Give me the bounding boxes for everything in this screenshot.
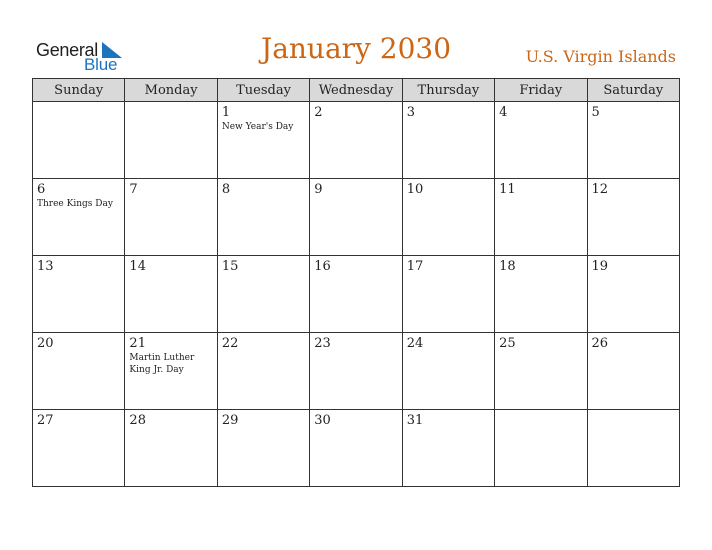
day-number: 10: [406, 182, 424, 197]
day-cell: [495, 410, 587, 487]
day-number: 6: [37, 182, 46, 197]
day-cell: [402, 102, 494, 179]
day-cell-content: [125, 102, 216, 105]
logo-general-text: General: [36, 40, 98, 60]
day-cell: [310, 256, 402, 333]
day-number: 15: [221, 259, 239, 274]
day-cell-content: [403, 410, 494, 428]
day-cell: [402, 256, 494, 333]
day-number: 13: [37, 259, 54, 274]
day-number: 1: [221, 105, 231, 120]
day-cell-content: [403, 179, 494, 197]
day-cell: [587, 102, 679, 179]
day-number: 4: [499, 105, 508, 120]
weekday-header: Wednesday: [310, 79, 402, 102]
week-row: [33, 256, 680, 333]
day-cell-content: [588, 256, 679, 274]
day-cell: [125, 256, 217, 333]
day-cell-content: [125, 256, 216, 274]
day-cell: [587, 179, 679, 256]
region-label: U.S. Virgin Islands: [525, 47, 676, 66]
day-cell-content: [125, 410, 216, 428]
day-cell: [217, 256, 309, 333]
day-cell: [310, 333, 402, 410]
holiday-label: New Year's Day: [221, 122, 294, 132]
day-cell-content: [588, 179, 679, 197]
day-cell: [125, 333, 217, 410]
day-cell-content: [125, 179, 216, 197]
week-row: [33, 410, 680, 487]
day-cell-content: [33, 179, 124, 210]
day-cell-content: [495, 256, 586, 274]
day-cell-content: [33, 256, 124, 274]
day-number: 21: [129, 336, 146, 351]
day-cell: [33, 179, 125, 256]
day-cell-content: [495, 179, 586, 197]
day-number: 5: [591, 105, 600, 120]
day-number: 28: [129, 413, 146, 428]
day-number: 19: [591, 259, 609, 274]
day-cell: [125, 179, 217, 256]
day-cell: [33, 102, 125, 179]
weekday-header: Thursday: [402, 79, 494, 102]
day-cell: [402, 179, 494, 256]
day-cell-content: [218, 333, 309, 351]
day-cell-content: [495, 410, 586, 413]
day-cell-content: [33, 102, 124, 105]
holiday-label: Three Kings Day: [37, 199, 113, 209]
day-number: 20: [37, 336, 54, 351]
day-cell: [495, 333, 587, 410]
logo-blue-text: Blue: [84, 55, 118, 74]
day-number: 29: [221, 413, 239, 428]
calendar-body: [33, 102, 680, 487]
day-number: 2: [314, 105, 323, 120]
day-cell-content: [310, 102, 401, 120]
day-cell: [495, 102, 587, 179]
day-cell-content: [310, 410, 401, 428]
day-cell: [125, 102, 217, 179]
day-cell: [587, 410, 679, 487]
day-number: 12: [591, 182, 609, 197]
day-number: 23: [314, 336, 331, 351]
day-cell-content: [125, 333, 216, 376]
day-cell: [217, 102, 309, 179]
day-cell-content: [218, 410, 309, 428]
day-cell: [125, 410, 217, 487]
day-cell: [310, 179, 402, 256]
day-cell: [587, 333, 679, 410]
day-number: 26: [591, 336, 609, 351]
day-cell: [33, 410, 125, 487]
day-number: 17: [406, 259, 424, 274]
weekday-header: Friday: [495, 79, 587, 102]
day-cell-content: [310, 256, 401, 274]
week-row: [33, 179, 680, 256]
day-number: 31: [406, 413, 424, 428]
day-number: 18: [499, 259, 516, 274]
day-number: 7: [129, 182, 138, 197]
day-cell: [587, 256, 679, 333]
day-number: 9: [314, 182, 323, 197]
day-cell-content: [588, 102, 679, 120]
day-cell-content: [403, 256, 494, 274]
day-cell: [310, 102, 402, 179]
day-cell-content: [33, 410, 124, 428]
day-number: 27: [37, 413, 54, 428]
day-cell-content: [218, 102, 309, 133]
day-cell: [217, 179, 309, 256]
page-title: January 2030: [260, 32, 452, 65]
weekday-header: Tuesday: [217, 79, 309, 102]
day-number: 11: [499, 182, 516, 197]
day-cell-content: [310, 179, 401, 197]
day-cell-content: [33, 333, 124, 351]
day-cell-content: [218, 179, 309, 197]
day-cell-content: [588, 410, 679, 413]
day-cell: [402, 333, 494, 410]
day-cell: [402, 410, 494, 487]
day-cell: [310, 410, 402, 487]
week-row: [33, 333, 680, 410]
weekday-header-row: [33, 79, 680, 102]
day-cell-content: [310, 333, 401, 351]
day-cell: [495, 256, 587, 333]
day-number: 25: [499, 336, 516, 351]
day-number: 16: [314, 259, 331, 274]
day-cell-content: [495, 102, 586, 120]
weekday-header: Sunday: [33, 79, 125, 102]
weekday-header: Monday: [125, 79, 217, 102]
week-row: [33, 102, 680, 179]
day-number: 8: [221, 182, 231, 197]
day-number: 24: [406, 336, 424, 351]
day-cell: [33, 333, 125, 410]
weekday-header: Saturday: [587, 79, 679, 102]
calendar-grid: [32, 78, 680, 487]
day-number: 14: [129, 259, 146, 274]
day-number: 3: [406, 105, 415, 120]
day-number: 22: [221, 336, 239, 351]
day-cell: [495, 179, 587, 256]
day-number: 30: [314, 413, 331, 428]
day-cell-content: [588, 333, 679, 351]
day-cell-content: [403, 102, 494, 120]
day-cell-content: [218, 256, 309, 274]
day-cell: [217, 410, 309, 487]
day-cell-content: [495, 333, 586, 351]
holiday-label: Martin Luther King Jr. Day: [129, 353, 195, 375]
day-cell: [33, 256, 125, 333]
day-cell: [217, 333, 309, 410]
day-cell-content: [403, 333, 494, 351]
